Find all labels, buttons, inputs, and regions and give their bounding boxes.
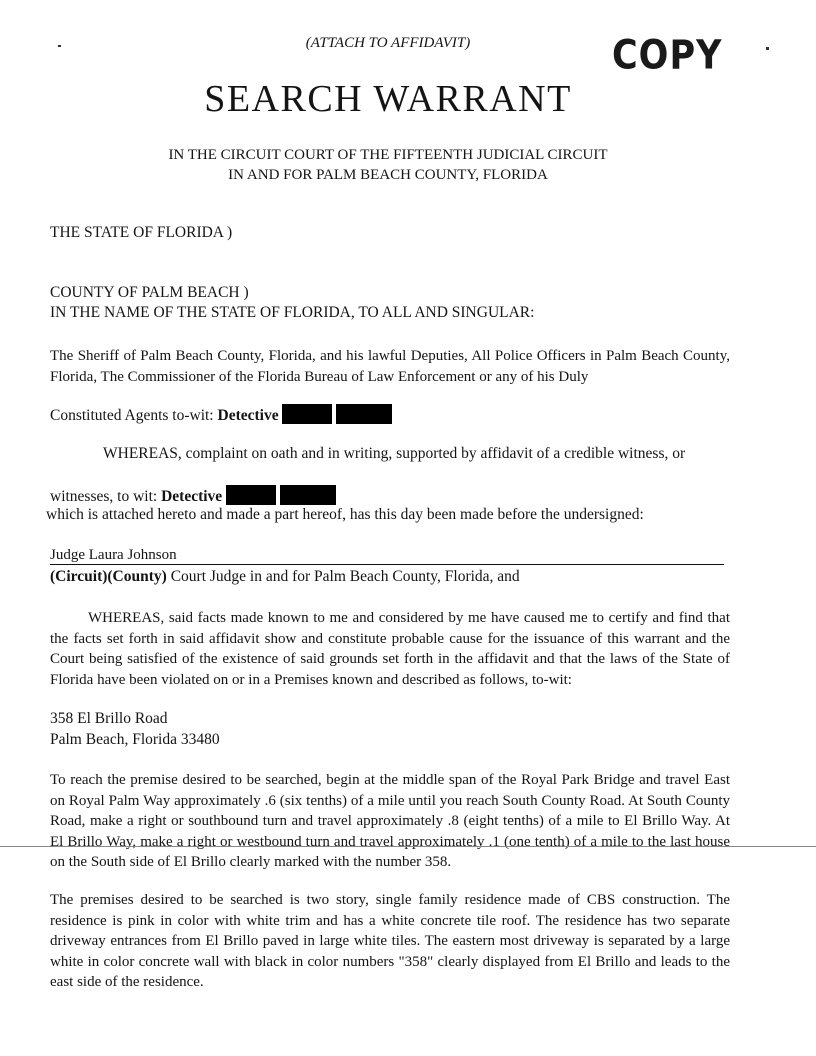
document-title: SEARCH WARRANT <box>204 78 572 120</box>
judge-signature-line <box>50 546 724 565</box>
redaction-box <box>282 404 332 424</box>
judge-name: Judge Laura Johnson <box>50 547 177 563</box>
premises-address-line-2: Palm Beach, Florida 33480 <box>50 731 220 748</box>
witnesses-label: witnesses, to wit: <box>50 488 158 505</box>
scan-speck <box>766 47 769 50</box>
constituted-agents-line <box>50 404 392 425</box>
attach-to-affidavit-note: (ATTACH TO AFFIDAVIT) <box>305 35 471 51</box>
scan-line-artifact <box>0 846 816 847</box>
court-judge-line <box>50 568 520 586</box>
court-judge-rest: Court Judge in and for Palm Beach County, Florida, and <box>166 568 520 585</box>
witnesses-line <box>50 485 336 506</box>
in-the-name-line: IN THE NAME OF THE STATE OF FLORIDA, TO ALL AND SINGULAR: <box>50 304 535 321</box>
court-heading <box>0 145 776 185</box>
detective-label: Detective <box>161 488 223 505</box>
county-line: COUNTY OF PALM BEACH ) <box>50 284 249 301</box>
detective-label: Detective <box>217 407 279 424</box>
attached-hereto-line: which is attached hereto and made a part hereof, has this day been made before the undersigned: <box>46 506 644 523</box>
redaction-box <box>280 485 336 505</box>
premises-description-paragraph: The premises desired to be searched is two story, single family residence made of CBS construction. The residence is pink in color with white trim and has a white concrete tile roof. The residence has two separate driveway entrances from El Brillo paved in large white tiles. The eastern most driveway is separated by a large white in color concrete wall with black in color numbers "358" clearly displayed from El Brillo and leads to the east side of the residence. <box>50 892 730 990</box>
scan-speck <box>58 45 61 47</box>
court-heading-line-1: IN THE CIRCUIT COURT OF THE FIFTEENTH JUDICIAL CIRCUIT <box>168 147 608 163</box>
premises-address-line-1: 358 El Brillo Road <box>50 710 168 727</box>
directions-paragraph: To reach the premise desired to be searched, begin at the middle span of the Royal Park Bridge and travel East on Royal Palm Way approximately .6 (six tenths) of a mile until you reach South County Road. At South County Road, make a right or southbound turn and travel approximately .8 (eight tenths) of a mile to El Brillo Way. At El Brillo Way, make a right or westbound turn and travel approximately .1 (one tenth) of a mile to the last house on the South side of El Brillo clearly marked with the number 358. <box>50 772 730 870</box>
state-of-florida-line: THE STATE OF FLORIDA ) <box>50 224 233 241</box>
constituted-agents-label: Constituted Agents to-wit: <box>50 407 214 424</box>
whereas-complaint-line: WHEREAS, complaint on oath and in writing, supported by affidavit of a credible witness, or <box>103 445 686 462</box>
redaction-box <box>336 404 392 424</box>
sheriff-paragraph: The Sheriff of Palm Beach County, Florida, and his lawful Deputies, All Police Officers in Palm Beach County, Florida, The Commissioner of the Florida Bureau of Law Enforcement or any of his Duly <box>50 348 730 385</box>
copy-stamp: COPY <box>612 33 723 79</box>
whereas-findings-paragraph: WHEREAS, said facts made known to me and considered by me have caused me to certify and find that the facts set forth in said affidavit show and constitute probable cause for the issuance of this warrant and the Court being satisfied of the existence of said grounds set forth in the affidavit and that the laws of the State of Florida have been violated on or in a Premises known and described as follows, to-wit: <box>50 610 730 688</box>
court-type: (Circuit)(County) <box>50 568 167 585</box>
court-heading-line-2: IN AND FOR PALM BEACH COUNTY, FLORIDA <box>228 167 548 183</box>
redaction-box <box>226 485 276 505</box>
